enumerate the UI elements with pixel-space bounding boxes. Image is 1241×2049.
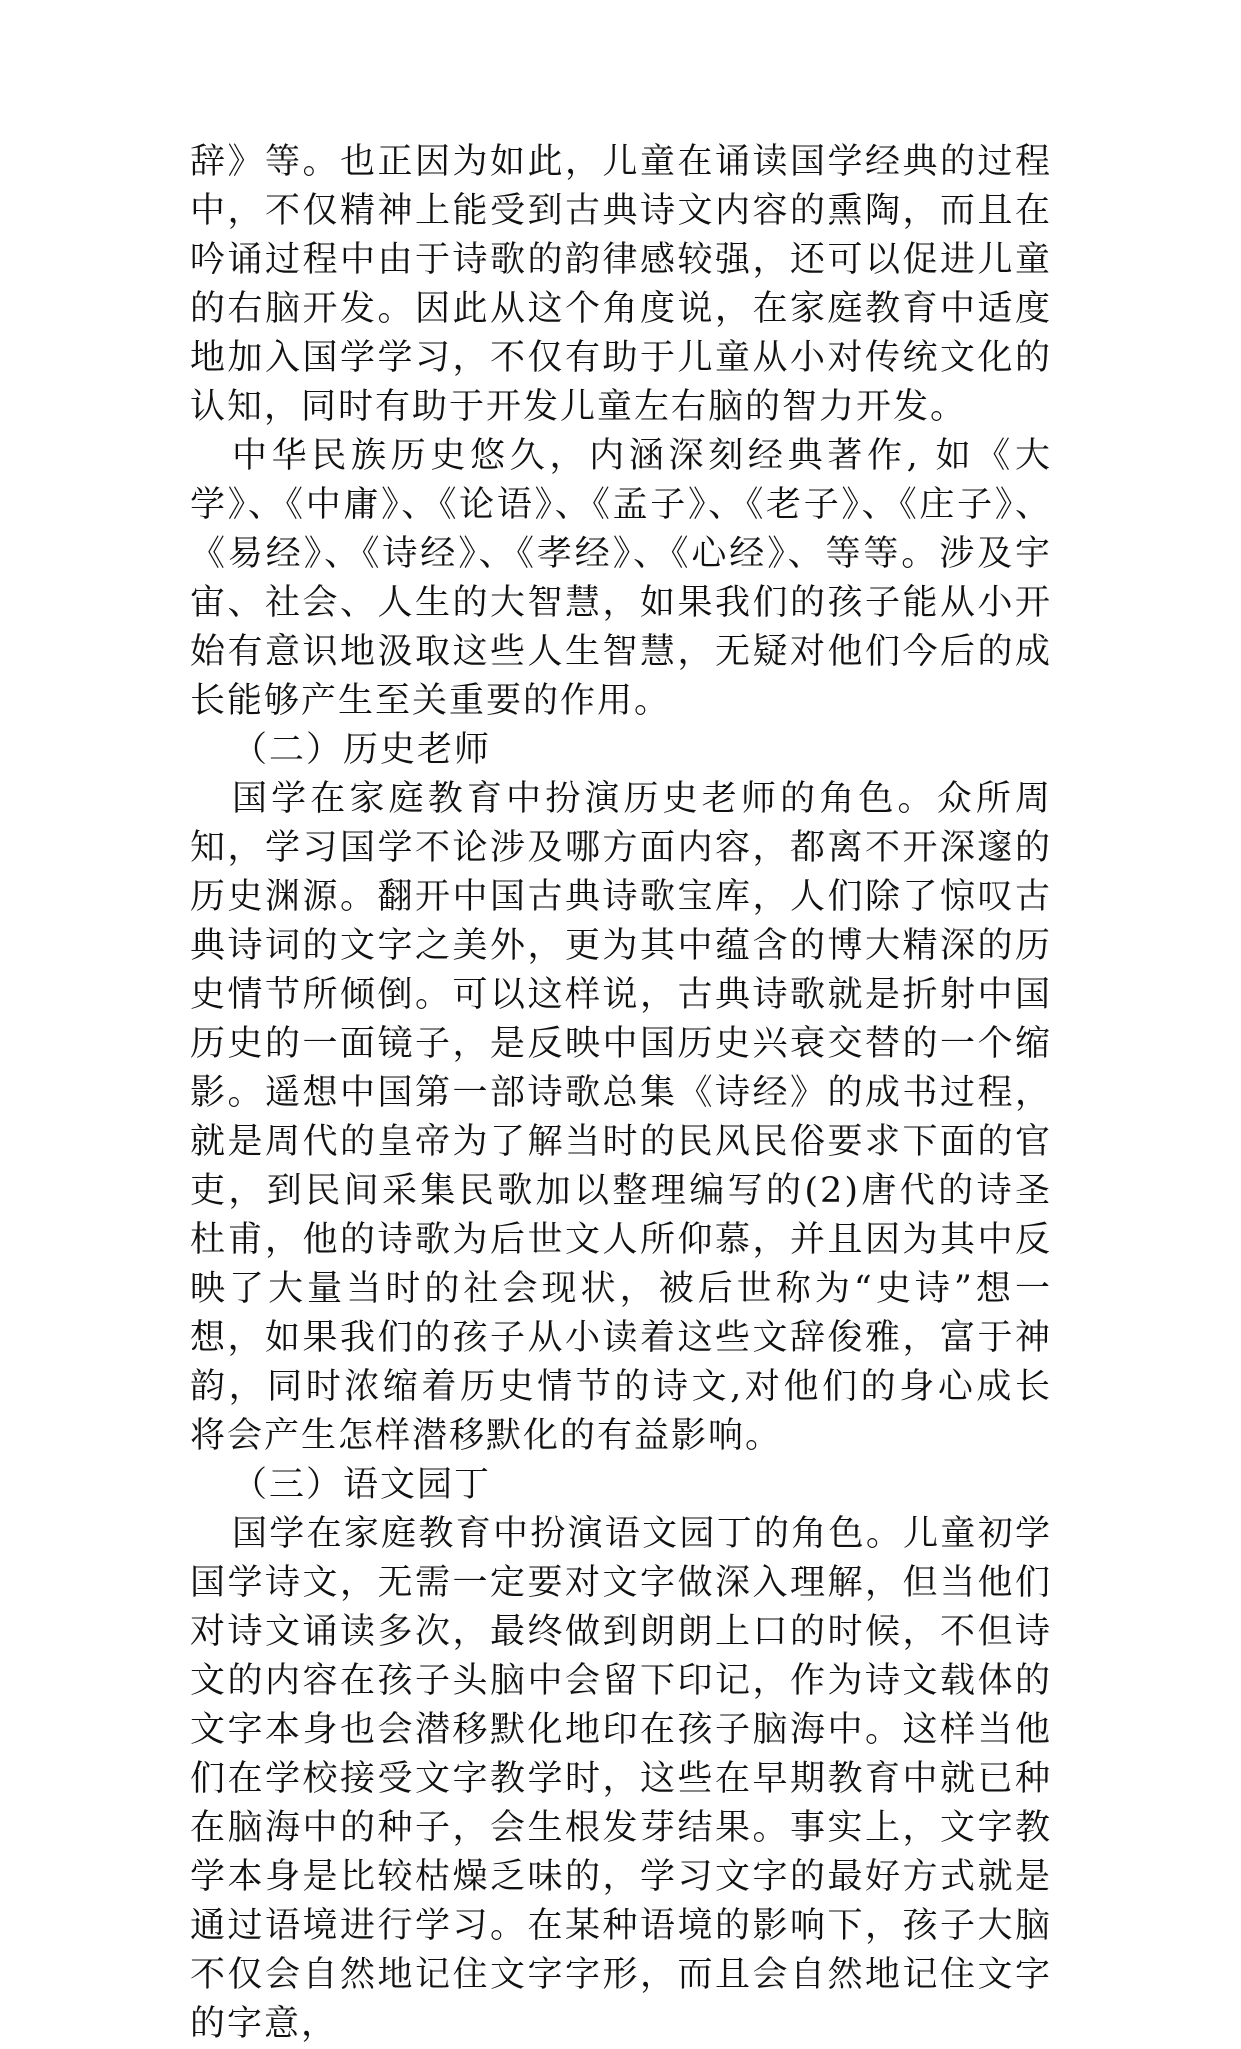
document-page (190, 138, 1052, 2049)
paragraph-language-gardener: 国学在家庭教育中扮演语文园丁的角色。儿童初学国学诗文，无需一定要对文字做深入理解，但当他们对诗文诵读多次，最终做到朗朗上口的时候，不但诗文的内容在孩子头脑中会留下印记，作为诗文载体的文字本身也会潜移默化地印在孩子脑海中。这样当他们在学校接受文字教学时，这些在早期教育中就已种在脑海中的种子，会生根发芽结果。事实上，文字教学本身是比较枯燥乏味的，学习文字的最好方式就是通过语境进行学习。在某种语境的影响下，孩子大脑不仅会自然地记住文字字形，而且会自然地记住文字的字意， (190, 1514, 1052, 2044)
paragraph-intro: 辞》等。也正因为如此，儿童在诵读国学经典的过程中，不仅精神上能受到古典诗文内容的熏陶，而且在吟诵过程中由于诗歌的韵律感较强，还可以促进儿童的右脑开发。因此从这个角度说，在家庭教育中适度地加入国学学习，不仅有助于儿童从小对传统文化的认知，同时有助于开发儿童左右脑的智力开发。 (190, 142, 1052, 427)
section-heading-language-gardener: （三）语文园丁 (232, 1465, 492, 1505)
paragraph-history-teacher: 国学在家庭教育中扮演历史老师的角色。众所周知，学习国学不论涉及哪方面内容，都离不开深邃的历史渊源。翻开中国古典诗歌宝库，人们除了惊叹古典诗词的文字之美外，更为其中蕴含的博大精深的历史情节所倾倒。可以这样说，古典诗歌就是折射中国历史的一面镜子，是反映中国历史兴衰交替的一个缩影。遥想中国第一部诗歌总集《诗经》的成书过程，就是周代的皇帝为了解当时的民风民俗要求下面的官吏，到民间采集民歌加以整理编写的(2)唐代的诗圣杜甫，他的诗歌为后世文人所仰慕，并且因为其中反映了大量当时的社会现状，被后世称为“史诗”想一想，如果我们的孩子从小读着这些文辞俊雅，富于神韵，同时浓缩着历史情节的诗文,对他们的身心成长将会产生怎样潜移默化的有益影响。 (190, 779, 1052, 1456)
section-heading-history-teacher: （二）历史老师 (232, 730, 492, 770)
paragraph-classics: 中华民族历史悠久，内涵深刻经典著作, 如《大学》、《中庸》、《论语》、《孟子》、《老子》、《庄子》、《易经》、《诗经》、《孝经》、《心经》、等等。涉及宇宙、社会、人生的大智慧，如果我们的孩子能从小开始有意识地汲取这些人生智慧，无疑对他们今后的成长能够产生至关重要的作用。 (190, 436, 1052, 721)
